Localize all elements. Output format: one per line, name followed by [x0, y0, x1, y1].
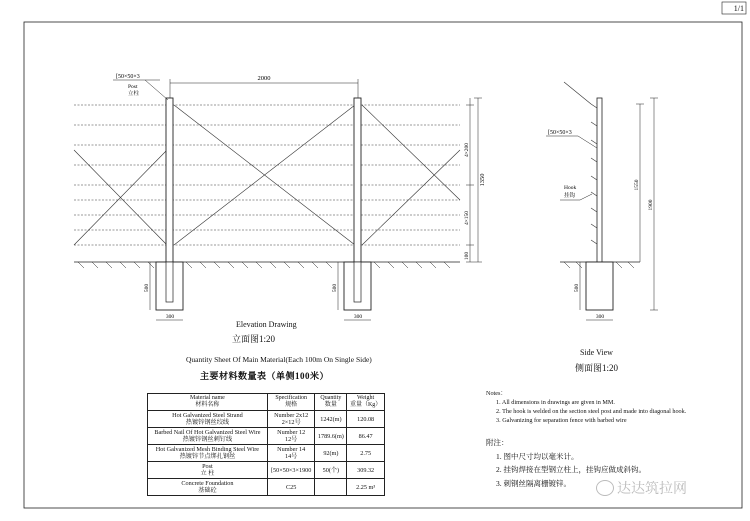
dim-bottom: 100 [464, 251, 470, 261]
side-caption-zh: 侧面图1:20 [575, 363, 619, 373]
quantity-title-en: Quantity Sheet Of Main Material(Each 100m On Single Side) [186, 355, 372, 364]
quantity-table [147, 393, 385, 496]
table-row: Hot Galvanized Mesh Binding Steel Wire 热镀锌节点绑扎钢丝 Number 14 14号 92(m) 2.75 [148, 445, 385, 462]
side-dim-depth: 500 [574, 283, 580, 293]
side-view-drawing [546, 82, 658, 320]
quantity-title-zh: 主要材料数量表（单侧100米） [200, 371, 330, 381]
watermark-text: 达达筑拉网 [617, 481, 687, 497]
cross-wires [74, 105, 460, 245]
page-number: 1/1 [733, 4, 744, 13]
note-zh-item: 1. 图中尺寸均以毫米计。 [496, 451, 579, 461]
dim-total: 1350 [479, 173, 486, 187]
side-footing-width: 300 [595, 314, 605, 320]
footing-width-right: 300 [353, 314, 363, 320]
side-height-dimensions [636, 98, 658, 310]
side-footing [586, 262, 613, 310]
elevation-caption-zh: 立面图1:20 [232, 334, 276, 344]
side-post-spec: [50×50×3 [548, 130, 572, 136]
table-row: Concrete Foundation 基础砼 C25 2.25 m³ [148, 479, 385, 496]
notes-zh-title: 附注： [486, 438, 509, 447]
table-row: Post 立 柱 [50×50×3×1900 50(个) 309.32 [148, 462, 385, 479]
post-left [166, 98, 173, 290]
side-dim-above: 1550 [634, 179, 640, 191]
note-en-item: 1. All dimensions in drawings are given in MM. [496, 399, 615, 406]
notes-en [486, 389, 686, 425]
barbed-wires [74, 105, 460, 245]
span-dimension: 2000 [257, 75, 271, 82]
watermark-icon [596, 480, 614, 496]
header-material: Material name 材料名称 [148, 394, 268, 411]
side-dim-total: 1900 [648, 199, 654, 211]
dim-top: 4×200 [464, 142, 470, 158]
header-quantity: Quantity 数量 [315, 394, 347, 411]
footing-depth-left: 500 [144, 283, 150, 293]
table-row: Hot Galvanized Steel Strand 热镀锌钢丝绞线 Number 2x12 2×12号 1242(m) 120.08 [148, 411, 385, 428]
header-weight: Weight 重量（Kg） [347, 394, 385, 411]
side-hooks [564, 82, 597, 244]
note-zh-item: 3. 刺钢丝隔离栅镀锌。 [496, 478, 571, 488]
hook-label-zh: 挂钩 [564, 193, 576, 199]
dim-mid: 4×150 [464, 210, 470, 226]
post-label-en: Post [128, 84, 138, 90]
header-spec: Specification 规格 [267, 394, 315, 411]
note-en-item: 2. The hook is welded on the section steel post and made into diagonal hook. [496, 408, 687, 415]
footing-depth-right: 500 [332, 283, 338, 293]
elevation-drawing [74, 74, 486, 320]
footing-width-left: 300 [165, 314, 175, 320]
ground-hatch [78, 262, 450, 268]
table-row: Barbed Nail Of Hot Galvanized Steel Wire 热镀锌钢丝刺钉线 Number 12 12号 1789.6(m) 86.47 [148, 428, 385, 445]
post-right [354, 98, 361, 290]
post-label-zh: 立柱 [128, 91, 140, 97]
side-caption-en: Side View [580, 348, 613, 357]
note-en-item: 3. Galvanizing for separation fence with barbed wire [496, 417, 627, 424]
post-spec-label: [50×50×3 [116, 74, 140, 80]
notes-en-title: Notes： [486, 390, 507, 397]
note-zh-item: 2. 挂钩焊接在型钢立柱上，挂钩应做成斜钩。 [496, 465, 646, 474]
table-header-row [148, 394, 385, 411]
hook-label-en: Hook [564, 185, 577, 191]
elevation-caption-en: Elevation Drawing [236, 320, 297, 329]
quantity-table-wrap [147, 393, 385, 496]
